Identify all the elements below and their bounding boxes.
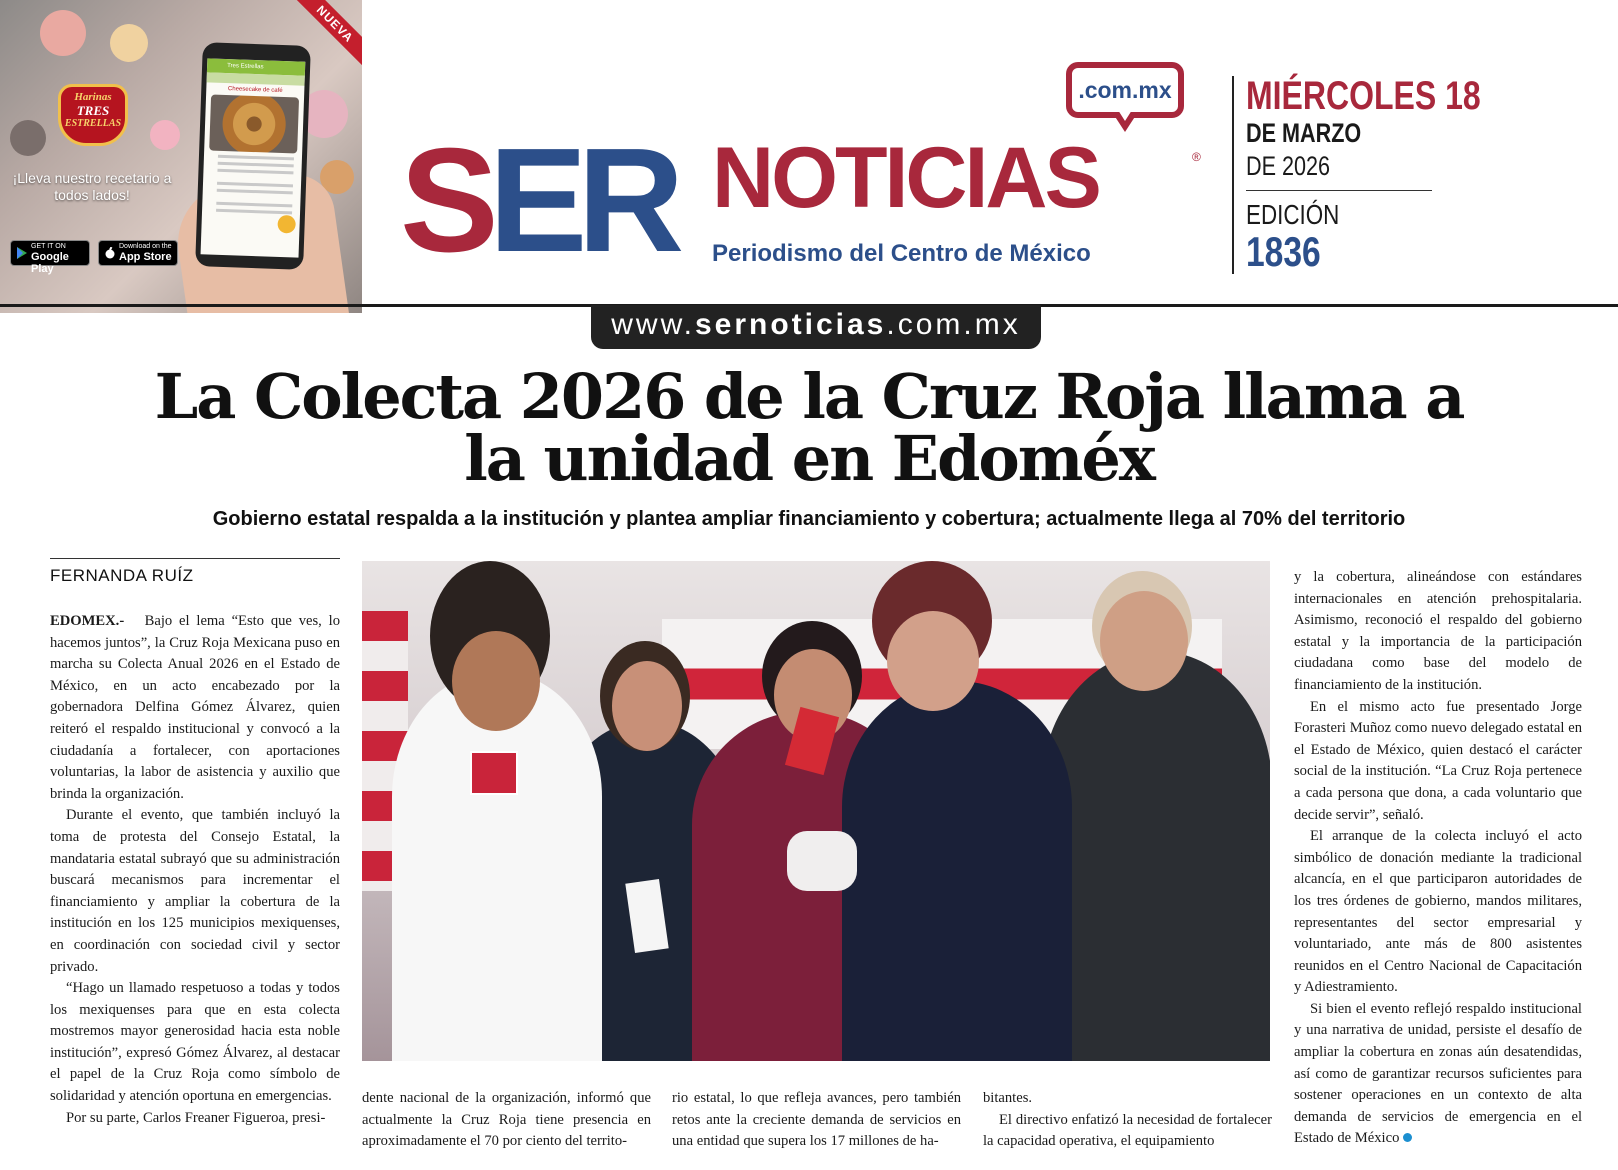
new-ribbon: NUEVA bbox=[289, 0, 362, 70]
text-line bbox=[216, 209, 292, 215]
red-cross-badge bbox=[470, 751, 518, 795]
masthead-divider bbox=[1232, 76, 1234, 274]
tagline: Periodismo del Centro de México bbox=[712, 240, 1091, 267]
phone-recipe-title: Cheesecake de café bbox=[227, 86, 283, 94]
article-column-3 bbox=[672, 1088, 961, 1154]
website-url-tab[interactable] bbox=[591, 305, 1041, 349]
badge-text: App Store bbox=[119, 251, 172, 263]
date-month: DE MARZO bbox=[1246, 118, 1362, 148]
badge-small-text: GET IT ON bbox=[31, 243, 66, 250]
paragraph bbox=[50, 611, 340, 805]
badge-text: Google Play bbox=[31, 251, 69, 275]
brand-line: TRES bbox=[76, 103, 110, 118]
phone-tabs bbox=[207, 72, 305, 85]
article-column-5 bbox=[1294, 567, 1582, 1157]
url-prefix: www. bbox=[611, 308, 695, 341]
person-face bbox=[887, 611, 979, 711]
badge-small-text: Download on the bbox=[119, 243, 172, 250]
paragraph: Por su parte, Carlos Freaner Figueroa, presi- bbox=[66, 1109, 326, 1126]
decor-cupcake bbox=[10, 120, 46, 156]
brand-line: Harinas bbox=[74, 91, 112, 103]
paragraph: rio estatal, lo que refleja avances, pero también retos ante la creciente demanda de servicios en una entidad que supera los 17 millones de ha- bbox=[672, 1090, 961, 1150]
paragraph: dente nacional de la organización, informó que actualmente la Cruz Roja tiene presencia en aproximadamente el 70 por ciento del territo- bbox=[362, 1090, 651, 1150]
paragraph: El arranque de la colecta incluyó el acto simbólico de donación mediante la tradicional alcancía, en el que participaron autoridades de los tres órdenes de gobierno, mandos militares, representantes del sector empresarial y voluntariado, ante más de 800 asistentes reunidos en el Centro Nacional de Capacitación y Adiestramiento. bbox=[1294, 828, 1582, 996]
end-of-article-dot-icon bbox=[1403, 1133, 1412, 1142]
dateline: EDOMEX.- bbox=[50, 613, 125, 629]
text-line bbox=[218, 162, 294, 168]
paragraph: Durante el evento, que también incluyó la toma de protesta del Consejo Estatal, la mandataria estatal subrayó que su administración buscará mecanismos para incrementar el financiamiento y ampliar la cobertura de la institución en los 125 municipios mexiquenses, en coordinación con sociedad civil y sector privado. bbox=[50, 807, 340, 975]
logo-ser[interactable] bbox=[400, 118, 675, 283]
paragraph bbox=[1294, 999, 1582, 1150]
recipe-photo bbox=[209, 95, 299, 154]
google-play-badge[interactable] bbox=[10, 240, 90, 275]
donation-can bbox=[787, 831, 857, 891]
timer-icon bbox=[277, 215, 296, 234]
google-play-icon bbox=[16, 247, 28, 259]
paragraph: “Hago un llamado respetuoso a todas y todos los mexiquenses para que en esta colecta mostremos mayor generosidad hacia esta noble institución”, expresó Gómez Álvarez, al destacar el papel de la Cruz Roja como símbolo de solidaridad y atención oportuna en emergencias. bbox=[50, 980, 340, 1105]
person-man-right bbox=[1042, 651, 1270, 1061]
phone-app-bar: Tres Estrellas bbox=[207, 58, 305, 75]
decor-cupcake bbox=[110, 24, 148, 62]
url-main: sernoticias bbox=[694, 308, 887, 341]
text-line bbox=[217, 169, 293, 175]
logo-letters-er: ER bbox=[488, 118, 675, 283]
logo-letter-s: S bbox=[400, 118, 489, 283]
article-column-2 bbox=[362, 1088, 651, 1154]
paragraph-text: Bajo el lema “Esto que ves, lo hacemos juntos”, la Cruz Roja Mexicana puso en marcha su Colecta Anual 2026 en el Estado de México, en un acto encabezado por la gobernadora Delfina Gómez Álvarez, quien reiteró el respaldo institucional y convocó a la ciudadanía a fortalecer, con aportaciones voluntarias, la labor de asistencia y auxilio que brinda la organización. bbox=[50, 613, 340, 802]
person-face bbox=[452, 631, 540, 731]
date-day: MIÉRCOLES 18 bbox=[1246, 74, 1481, 118]
text-line bbox=[217, 189, 293, 195]
article-subheadline: Gobierno estatal respalda a la institución y plantea ampliar financiamiento y cobertura; actualmente llega al 70% del territorio bbox=[212, 508, 1406, 530]
paragraph: El directivo enfatizó la necesidad de fortalecer la capacidad operativa, el equipamiento bbox=[983, 1111, 1272, 1150]
article-headline: La Colecta 2026 de la Cruz Roja llama a la unidad en Edoméx bbox=[154, 360, 1464, 495]
paragraph: En el mismo acto fue presentado Jorge Forasteri Muñoz como nuevo delegado estatal en el Estado de México, quien destacó el carácter social de la institución. “La Cruz Roja pertenece a cada persona que dona, a cada voluntario que decide servir”, señaló. bbox=[1294, 698, 1582, 823]
byline-rule bbox=[50, 558, 340, 559]
app-store-badge[interactable] bbox=[98, 240, 178, 266]
text-line bbox=[216, 202, 292, 208]
edition-number: 1836 bbox=[1246, 228, 1321, 275]
phone-mockup bbox=[195, 42, 311, 270]
date-rule bbox=[1246, 190, 1432, 191]
person-face bbox=[1100, 591, 1188, 691]
brand-line: ESTRELLAS bbox=[64, 118, 122, 129]
decor-cupcake bbox=[150, 120, 180, 150]
apple-icon bbox=[104, 247, 116, 259]
date-year: DE 2026 bbox=[1246, 151, 1331, 181]
article-photo[interactable] bbox=[362, 561, 1270, 1061]
person-face bbox=[612, 661, 682, 751]
text-line bbox=[218, 155, 294, 161]
phone-screen bbox=[201, 58, 306, 257]
byline: FERNANDA RUÍZ bbox=[50, 566, 194, 585]
edition-label: EDICIÓN bbox=[1246, 199, 1340, 230]
registered-mark: ® bbox=[1192, 150, 1201, 164]
advert-banner[interactable] bbox=[0, 0, 362, 313]
text-line bbox=[217, 182, 293, 188]
domain-bubble: .com.mx bbox=[1066, 62, 1184, 118]
brand-logo bbox=[58, 84, 128, 146]
person-woman-dark-suit bbox=[842, 681, 1072, 1061]
url-suffix: .com.mx bbox=[886, 308, 1021, 341]
speech-bubble-tail-inner bbox=[1118, 110, 1132, 121]
article-column-4 bbox=[983, 1088, 1272, 1154]
paragraph: y la cobertura, alineándose con estándares internacionales en atención prehospitalaria. Asimismo, reconoció el respaldo del gobierno estatal y la importancia de la participación ciudadana como base del modelo de financiamiento de la institución. bbox=[1294, 569, 1582, 693]
paragraph: bitantes. bbox=[983, 1090, 1033, 1106]
article-column-1 bbox=[50, 611, 340, 1155]
paragraph-text: Si bien el evento reflejó respaldo institucional y una narrativa de unidad, persiste el desafío de ampliar la cobertura en zonas aún desatendidas, así como de garantizar recursos suficientes para sostener operaciones en un contexto de alta demanda de servicios de emergencia en el Estado de México bbox=[1294, 1000, 1582, 1147]
logo-noticias[interactable]: NOTICIAS bbox=[712, 130, 1099, 226]
advert-text: ¡Lleva nuestro recetario a todos lados! bbox=[12, 170, 172, 203]
decor-cupcake bbox=[40, 10, 86, 56]
